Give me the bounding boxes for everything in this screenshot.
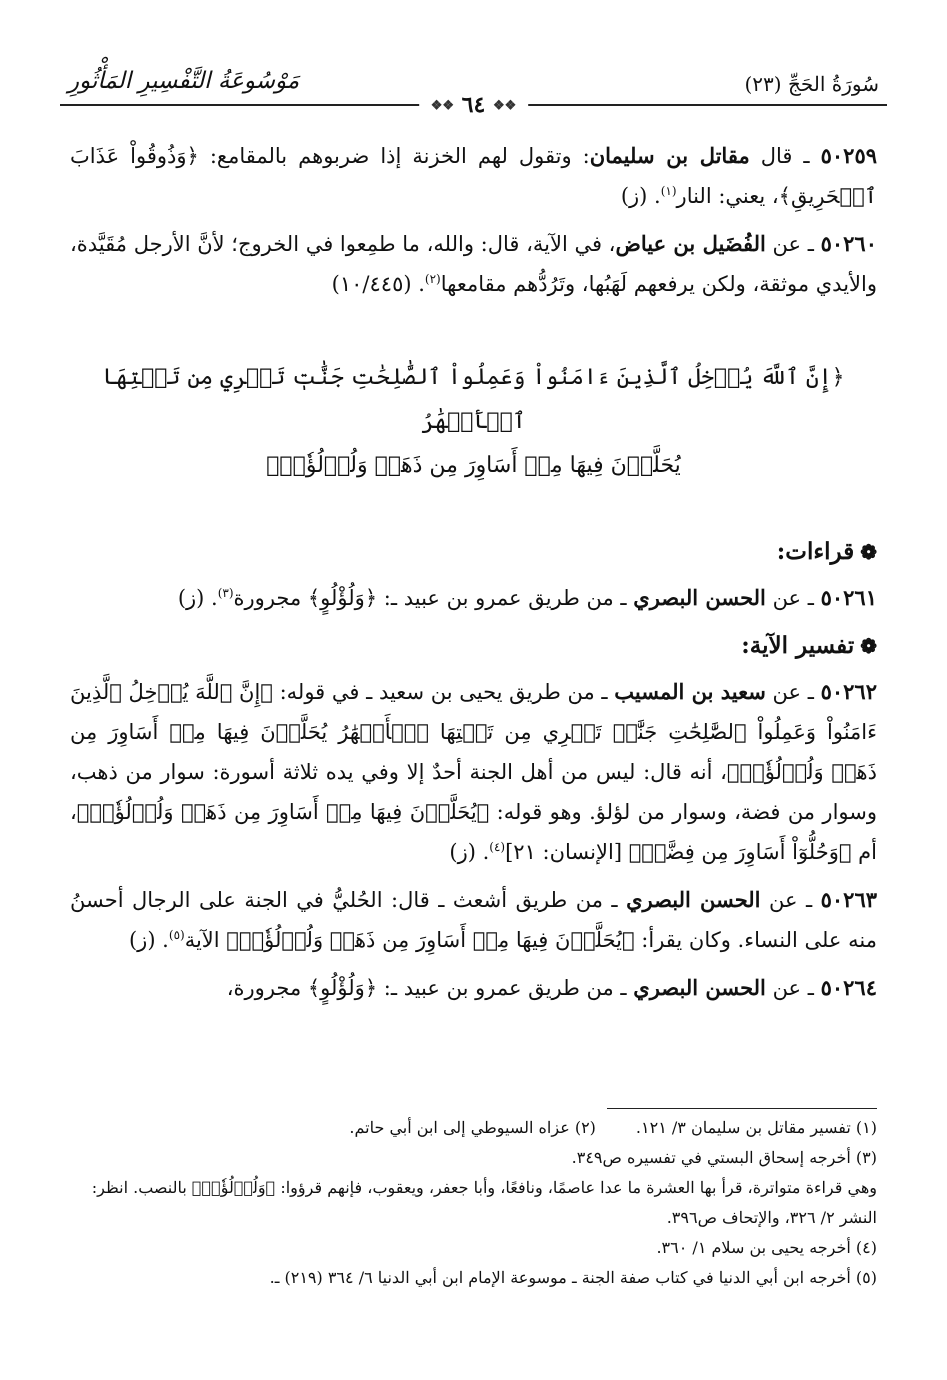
entry-text: : وتقول لهم الخزنة إذا ضربوهم بالمقامع: ﴿وَذُوقُواْ عَذَابَ ٱلۡحَرِيقِ﴾، يعني: النار <box>70 144 877 208</box>
ornament-right-icon: ❖❖ <box>492 98 517 114</box>
verse-line-1: ﴿إِنَّ ٱللَّهَ يُدۡخِلُ ٱلَّذِينَ ءَامَنُواْ وَعَمِلُواْ ٱلصَّٰلِحَٰتِ جَنَّٰتٖ تَجۡرِي مِن تَحۡتِهَا ٱلۡأَنۡهَٰرُ <box>102 365 845 434</box>
entry-text: ، في الآية، قال: والله، ما طمِعوا في الخروج؛ لأنَّ الأرجل مُقَيَّدة، والأيدي موثقة، ولكن يرفعهم لَهَبُها، وتَرُدُّهم مقامعها <box>70 232 877 296</box>
entry-prefix: ـ عن <box>765 232 821 256</box>
entry-prefix: ـ عن <box>765 586 821 610</box>
entry-number: ٥٠٢٥٩ <box>820 143 878 168</box>
entry-prefix: ـ عن <box>765 680 821 704</box>
narrator-name: الحسن البصري <box>626 887 761 912</box>
page-number: ٦٤ <box>461 92 486 118</box>
entry-50262 <box>70 672 877 872</box>
entry-number: ٥٠٢٦١ <box>820 585 877 610</box>
section-heading-qiraat <box>70 532 877 572</box>
entry-tail: . (ز) <box>177 586 218 610</box>
footnote-2: (٢) عزاه السيوطي إلى ابن أبي حاتم. <box>349 1118 596 1137</box>
flower-icon: ❁ <box>860 634 877 658</box>
page-header <box>60 60 887 120</box>
flower-icon: ❁ <box>860 540 877 564</box>
entry-number: ٥٠٢٦٠ <box>820 231 877 256</box>
entry-text: ـ من طريق عمرو بن عبيد ـ: ﴿وَلُؤْلُوٍ﴾ مجرورة <box>233 586 634 610</box>
entry-tail: . (ز) <box>128 928 169 952</box>
footnote-ref[interactable]: (٣) <box>217 586 234 600</box>
footnote-4: (٤) أخرجه يحيى بن سلام ١/ ٣٦٠. <box>656 1238 877 1257</box>
verse-line-2: يُحَلَّوۡنَ فِيهَا مِنۡ أَسَاوِرَ مِن ذَهَبٖ وَلُؤۡلُؤٗاۖ﴾ <box>266 453 681 478</box>
quran-verse <box>70 356 877 488</box>
book-title: مَوْسُوعَةُ التَّفْسِيرِ المَأْثُورِ <box>68 68 300 94</box>
narrator-name: الفُضَيل بن عياض <box>615 231 766 256</box>
section-heading-tafsir <box>70 626 877 666</box>
entry-prefix: ـ عن <box>765 976 821 1000</box>
entry-number: ٥٠٢٦٤ <box>820 975 877 1000</box>
narrator-name: سعيد بن المسيب <box>614 679 766 704</box>
entry-number: ٥٠٢٦٣ <box>820 887 878 912</box>
footnote-3-continued: وهي قراءة متواترة، قرأ بها العشرة ما عدا عاصمًا، ونافعًا، وأبا جعفر، ويعقوب، فإنهم قرؤوا: ﴿وَلُؤۡلُؤٗاۖ﴾ بالنصب. انظر: النشر ٢/ ٣٢٦، والإتحاف ص٣٩٦. <box>91 1178 877 1227</box>
section-title: قراءات: <box>776 538 855 565</box>
narrator-name: الحسن البصري <box>633 975 766 1000</box>
footnote-ref[interactable]: (٤) <box>489 840 506 854</box>
entry-50261 <box>70 578 877 618</box>
entry-50263 <box>70 880 877 960</box>
entry-prefix: ـ عن <box>760 888 821 912</box>
narrator-name: مقاتل بن سليمان <box>589 143 750 168</box>
footnote-row <box>70 1113 877 1143</box>
footnote-ref[interactable]: (٥) <box>168 928 185 942</box>
entry-number: ٥٠٢٦٢ <box>820 679 877 704</box>
entry-text: ـ من طريق أشعث ـ قال: الحُليُّ في الجنة على الرجال أحسنُ منه على النساء. وكان يقرأ: ﴿يُحَلَّوۡنَ فِيهَا مِنۡ أَسَاوِرَ مِن ذَهَبٖ وَلُؤۡلُؤٗاۖ﴾ الآية <box>70 888 877 952</box>
entry-prefix: ـ قال <box>749 144 821 168</box>
footnote-ref[interactable]: (١) <box>660 184 677 198</box>
footnote-5: (٥) أخرجه ابن أبي الدنيا في كتاب صفة الجنة ـ موسوعة الإمام ابن أبي الدنيا ٦/ ٣٦٤ (٢١٩) ـ. <box>269 1268 877 1287</box>
footnote-1: (١) تفسير مقاتل بن سليمان ٣/ ١٢١. <box>635 1118 877 1137</box>
entry-tail: . (١٠/٤٤٥) <box>331 272 425 296</box>
page-number-block <box>419 92 529 118</box>
footnote-3: (٣) أخرجه إسحاق البستي في تفسيره ص٣٤٩. <box>571 1148 877 1167</box>
entry-text: ـ من طريق يحيى بن سعيد ـ في قوله: ﴿إِنَّ ٱللَّهَ يُدۡخِلُ ٱلَّذِينَ ءَامَنُواْ وَعَمِلُواْ ٱلصَّٰلِحَٰتِ جَنَّٰتٖ تَجۡرِي مِن تَحۡتِهَا ٱلۡأَنۡهَٰرُ يُحَلَّوۡنَ فِيهَا مِنۡ أَسَاوِرَ مِن ذَهَبٖ وَلُؤۡلُؤٗاۖ﴾، أنه قال: ليس من أهل الجنة أحدٌ إلا وفي يده ثلاثة أسورة: سوار من ذهب، وسوار من فضة، وسوار من لؤلؤ. وهو قوله: ﴿يُحَلَّوۡنَ فِيهَا مِنۡ أَسَاوِرَ مِن ذَهَبٖ وَلُؤۡلُؤٗاۖ﴾، أم ﴿وَحُلُّوٓاْ أَسَاوِرَ مِن فِضَّةٖ﴾ [الإنسان: ٢١] <box>70 680 877 864</box>
entry-50264 <box>70 968 877 1008</box>
section-title: تفسير الآية: <box>741 632 855 659</box>
entry-text: ـ من طريق عمرو بن عبيد ـ: ﴿وَلُؤْلُوٍ﴾ مجرورة، <box>226 976 634 1000</box>
narrator-name: الحسن البصري <box>633 585 766 610</box>
footnotes-block <box>70 1108 877 1293</box>
surah-title: سُورَةُ الحَجِّ (٢٣) <box>744 72 879 96</box>
entry-50260 <box>70 224 877 304</box>
footnote-rule <box>607 1108 877 1109</box>
main-content <box>70 136 877 1016</box>
footnote-ref[interactable]: (٢) <box>424 272 441 286</box>
entry-tail: . (ز) <box>449 840 490 864</box>
entry-50259 <box>70 136 877 216</box>
entry-tail: . (ز) <box>620 184 661 208</box>
ornament-left-icon: ❖❖ <box>430 98 455 114</box>
